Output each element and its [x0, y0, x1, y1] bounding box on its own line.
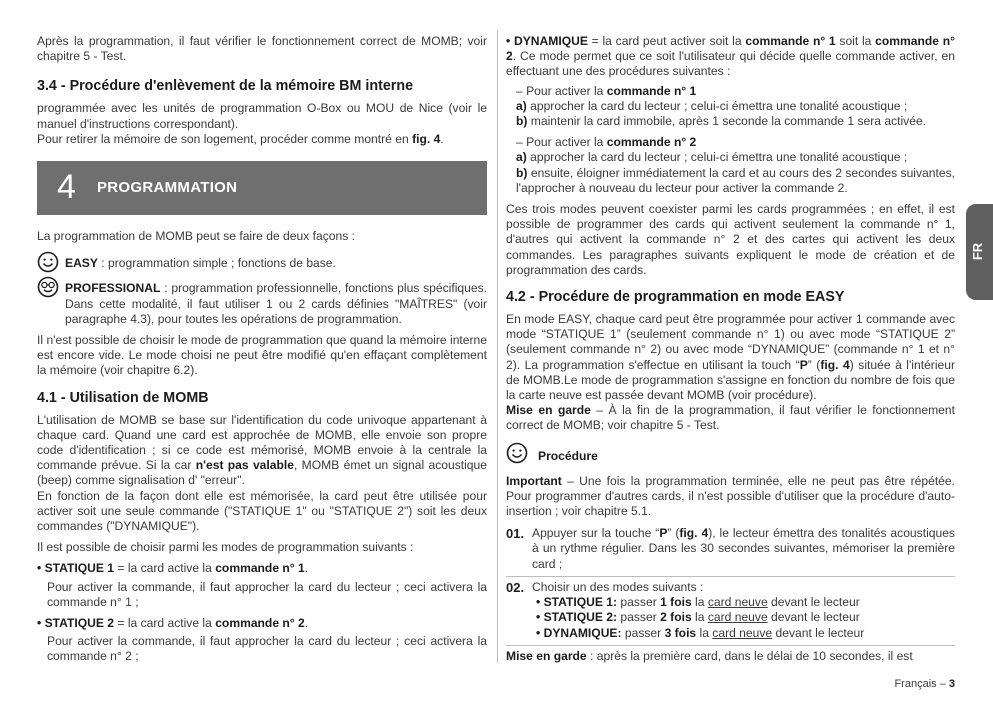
right-column	[506, 34, 955, 664]
language-tab: FR	[966, 204, 993, 300]
paragraph-4-intro: La programmation de MOMB peut se faire de deux façons :	[37, 229, 355, 244]
paragraph-4-2: En mode EASY, chaque card peut être programmée pour activer 1 commande avec mode “STATIQUE 1” (seulement commande n° 1) ou avec mode “STATIQUE 2” (seulement commande n° 2) ou avec mode “DYNAMIQUE” (commande n° 1 et n° 2). La programmation s'effectue en utilisant la touch “P” (fig. 4) située à l'intérieur de MOMB.Le mode de programmation s'assigne en fonction du nombre de fois que la carte neuve est passée devant MOMB (voir procédure).	[506, 312, 955, 403]
smiley-icon	[37, 251, 59, 273]
warning-paragraph: Mise en garde – À la fin de la programmation, il faut vérifier le fonctionnement correct de MOMB; voir chapitre 5 - Test.	[506, 403, 955, 433]
final-warning: Mise en garde : après la première card, dans le délai de 10 secondes, il est	[506, 648, 913, 663]
section-heading-4-1: 4.1 - Utilisation de MOMB	[37, 389, 209, 406]
command-2-procedure: – Pour activer la commande n° 2 a) approcher la card du lecteur ; celui-ci émettra une tonalité acoustique ; b) ensuite, éloigner immédiatement la card et au cours des 2 secondes suivantes, l'approcher à nouveau du lecteur pour activer la commande 2.	[516, 135, 955, 195]
smiley-icon	[506, 442, 528, 464]
statique-2-item: • STATIQUE 2 = la card active la commande n° 2.	[37, 616, 309, 631]
procedure-heading: Procédure	[506, 442, 955, 468]
paragraph-3-4-b: Pour retirer la mémoire de son logement, procéder comme montré en fig. 4.	[37, 131, 444, 146]
fig-ref: fig. 4	[412, 131, 441, 146]
mode-dynamique: • DYNAMIQUE: passer 3 fois la card neuve devant le lecteur	[536, 625, 865, 640]
step-01: 01. Appuyer sur la touche “P” (fig. 4), le lecteur émettra des tonalités acoustiques à un rythme régulier. Dans les 30 secondes suivantes, mémoriser la première card ;	[506, 526, 955, 571]
intro-paragraph: Après la programmation, il faut vérifier le fonctionnement correct de MOMB; voir chapitre 5 - Test.	[37, 34, 487, 64]
section-heading-3-4: 3.4 - Procédure d'enlèvement de la mémoire BM interne	[37, 78, 414, 95]
paragraph-4-1-b: En fonction de la façon dont elle est mémorisée, la card peut être utilisée pour activer soit une seule commande ("STATIQUE 1" ou "STATIQUE 2") soit les deux commandes ("DYNAMIQUE").	[37, 488, 487, 534]
left-column	[37, 34, 487, 665]
statique-1-desc: Pour activer la commande, il faut approcher la card du lecteur ; ceci activera la commande n° 1 ;	[47, 579, 487, 609]
important-paragraph: Important – Une fois la programmation terminée, elle ne peut pas être répétée. Pour programmer d'autres cards, il n'est possible d'utiliser que la procédure d'auto-insertion ; voir chapitre 5.1.	[506, 473, 955, 519]
step-separator	[506, 645, 955, 646]
statique-2-desc: Pour activer la commande, il faut approcher la card du lecteur ; ceci activera la commande n° 2 ;	[47, 634, 487, 664]
step-02: 02. Choisir un des modes suivants : • STATIQUE 1: passer 1 fois la card neuve devant le lecteur • STATIQUE 2: passer 2 fois la card neuve devant le lecteur • DYNAMIQUE: passer 3 fois la card neuve devant le lecteur	[506, 580, 955, 641]
paragraph-4-1-c: Il est possible de choisir parmi les modes de programmation suivants :	[37, 540, 414, 555]
statique-1-item: • STATIQUE 1 = la card active la commande n° 1.	[37, 561, 309, 576]
paragraph-4-1-a: L'utilisation de MOMB se base sur l'identification du code univoque appartenant à chaque card. Quand une card est approchée de MOMB, elle envoie son propre code d'identification ; si ce code est mémorisé, MOMB envoie à la centrale la commande prévue. Si la car n'est pas valable, MOMB émet un signal acoustique (beep) comme signalisation d' "erreur".	[37, 412, 487, 488]
chapter-number: 4	[57, 168, 76, 207]
mode-statique-1: • STATIQUE 1: passer 1 fois la card neuve devant le lecteur	[536, 595, 860, 610]
dynamique-item: • DYNAMIQUE = la card peut activer soit la commande n° 1 soit la commande n° 2. Ce mode permet que ce soit l'utilisateur qui décide quelle commande activer, en effectuant une des procédures suivantes :	[506, 34, 955, 79]
mode-statique-2: • STATIQUE 2: passer 2 fois la card neuve devant le lecteur	[536, 610, 860, 625]
command-1-procedure: – Pour activer la commande n° 1 a) approcher la card du lecteur ; celui-ci émettra une tonalité acoustique ; b) maintenir la card immobile, après 1 seconde la commande 1 sera activée.	[516, 83, 927, 129]
paragraph-4-mode-note: Il n'est possible de choisir le mode de programmation que quand la mémoire interne est encore vide. Le mode choisi ne peut être modifié qu'en effaçant complètement la mémoire (voir chapitre 6.2).	[37, 333, 487, 378]
paragraph-3-4-a: programmée avec les unités de programmation O-Box ou MOU de Nice (voir le manuel d'instructions correspondant).	[37, 101, 487, 131]
page-footer: Français – 3	[894, 678, 955, 690]
easy-mode: EASY : programmation simple ; fonctions de base.	[37, 256, 487, 271]
glasses-smiley-icon	[37, 276, 59, 298]
chapter-banner	[37, 161, 487, 215]
page-number: 3	[948, 678, 955, 690]
section-heading-4-2: 4.2 - Procédure de programmation en mode EASY	[506, 289, 845, 306]
step-separator	[506, 576, 955, 577]
coexist-paragraph: Ces trois modes peuvent coexister parmi les cards programmées ; en effet, il est possible de programmer des cards qui activent seulement la commande n° 1, d'autres qui activent la commande n° 2 et des cartes qui activent les deux commandes. Les paragraphes suivants expliquent le mode de création et de programmation des cards.	[506, 202, 955, 277]
column-divider	[497, 30, 498, 663]
chapter-title: PROGRAMMATION	[97, 179, 238, 197]
professional-mode: PROFESSIONAL : programmation professionnelle, fonctions plus spécifiques. Dans cette modalité, il faut utiliser 1 ou 2 cards définies "MAÎTRES" (voir paragraphe 4.3), pour toutes les opérations de programmation.	[37, 281, 487, 327]
